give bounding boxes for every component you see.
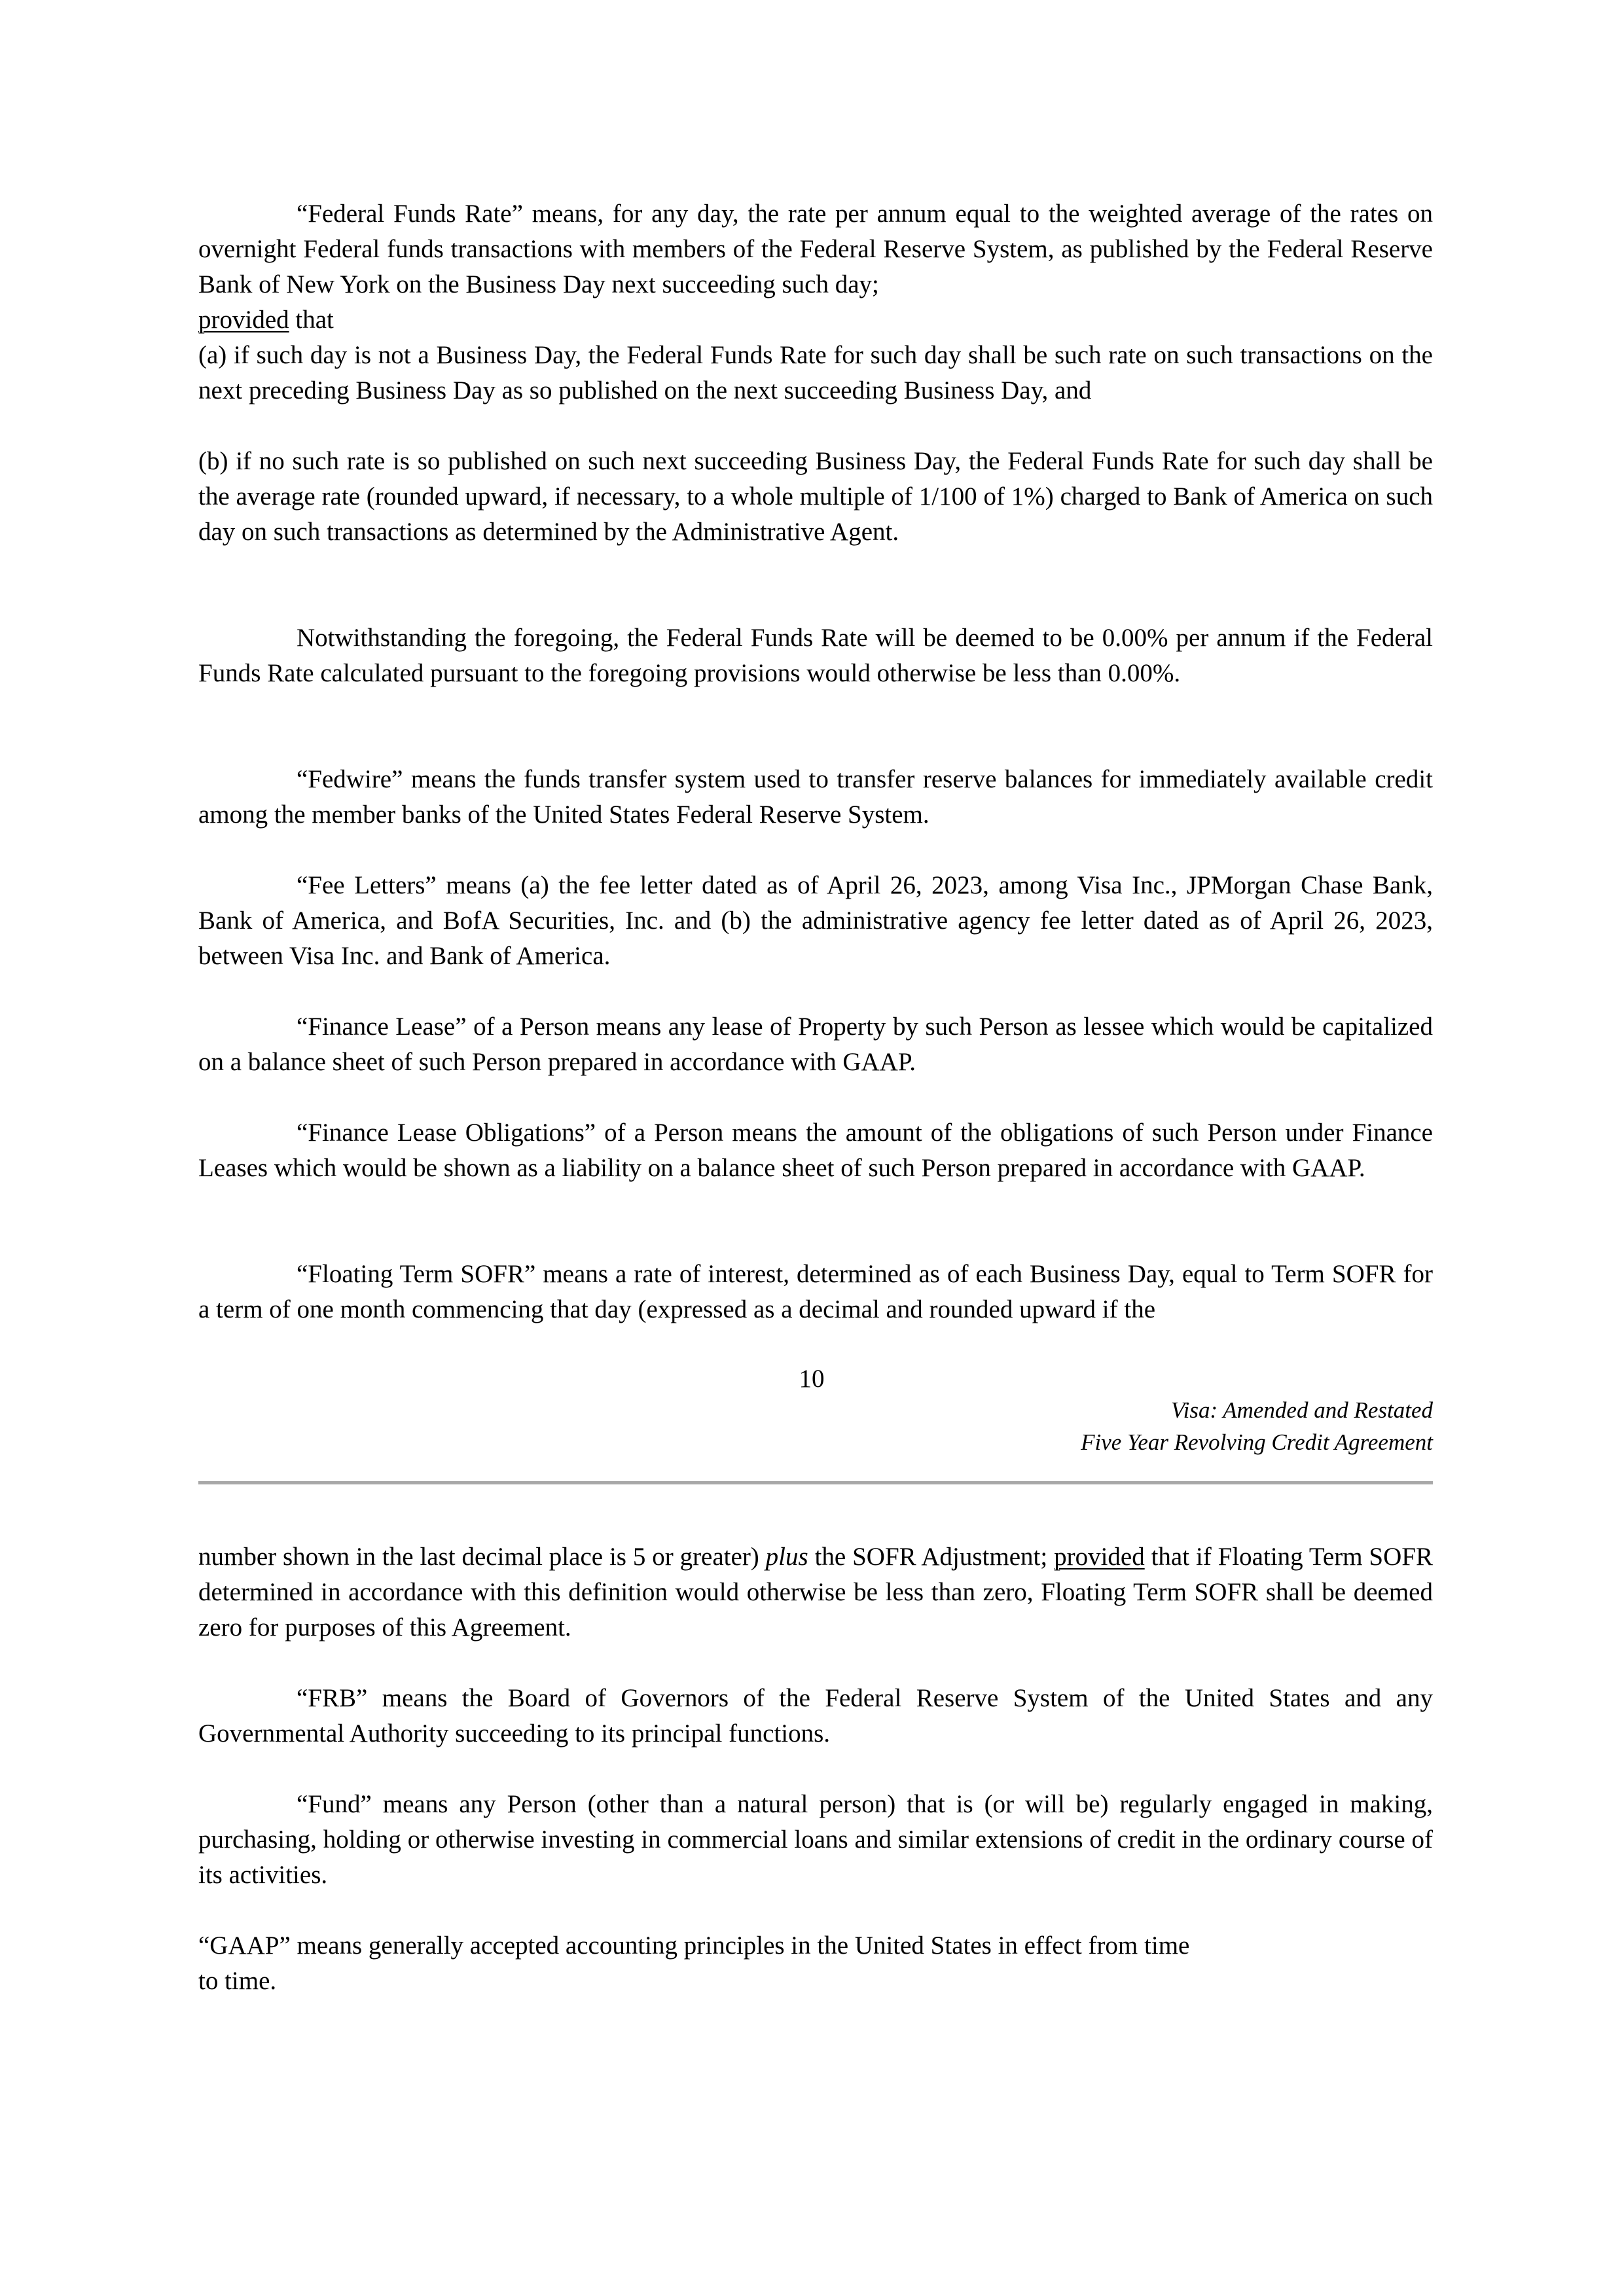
gaap-line-2: to time.: [198, 1967, 277, 1995]
page-number: 10: [799, 1365, 825, 1393]
definition-finance-lease-obligations: “Finance Lease Obligations” of a Person means the amount of the obligations of such Person under Finance Leases which would be shown as a liability on a balance sheet of such Person prepared in accordance with GAAP.: [198, 1119, 1433, 1182]
definition-fund: “Fund” means any Person (other than a natural person) that is (or will be) regularly engaged in making, purchasing, holding or otherwise investing in commercial loans and similar extensions of credit in the ordinary course of its activities.: [198, 1790, 1433, 1889]
footer-line-2: Five Year Revolving Credit Agreement: [1081, 1429, 1433, 1455]
page-footer: [785, 1394, 1433, 1458]
clause-a: (a) if such day is not a Business Day, the Federal Funds Rate for such day shall be such rate on such transactions on the next preceding Business Day as so published on the next succeeding Business Day, and: [198, 341, 1433, 404]
definition-gaap: [198, 1928, 1433, 1999]
definition-finance-lease: “Finance Lease” of a Person means any lease of Property by such Person as lessee which would be capitalized on a balance sheet of such Person prepared in accordance with GAAP.: [198, 1013, 1433, 1076]
clause-b: (b) if no such rate is so published on such next succeeding Business Day, the Federal Funds Rate for such day shall be the average rate (rounded upward, if necessary, to a whole multiple of 1/100 of 1%) charged to Bank of America on such day on such transactions as determined by the Administrative Agent.: [198, 447, 1433, 546]
definition-floating-term-sofr: “Floating Term SOFR” means a rate of interest, determined as of each Business Day, equal to Term SOFR for a term of one month commencing that day (expressed as a decimal and rounded upward if the: [198, 1260, 1433, 1323]
federal-funds-rate-that: that: [295, 306, 334, 334]
paragraph-notwithstanding: Notwithstanding the foregoing, the Federal Funds Rate will be deemed to be 0.00% per annum if the Federal Funds Rate calculated pursuant to the foregoing provisions would otherwise be less than 0.00%.: [198, 624, 1433, 687]
provided-term: provided: [198, 306, 289, 334]
federal-funds-rate-text: “Federal Funds Rate” means, for any day, the rate per annum equal to the weighted average of the rates on overnight Federal funds transactions with members of the Federal Reserve System, as published by the Federal Reserve Bank of New York on the Business Day next succeeding such day;: [198, 200, 1433, 298]
floating-term-sofr-continuation: [198, 1539, 1433, 1645]
gaap-line-1: “GAAP” means generally accepted accounting principles in the United States in effect from time: [198, 1931, 1190, 1960]
continuation-part-1: number shown in the last decimal place is 5 or greater): [198, 1543, 759, 1571]
definition-frb: “FRB” means the Board of Governors of the Federal Reserve System of the United States and any Governmental Authority succeeding to its principal functions.: [198, 1684, 1433, 1748]
definition-federal-funds-rate: [198, 196, 1433, 338]
page-break-divider: [198, 1481, 1433, 1484]
provided-term-2: provided: [1054, 1543, 1145, 1571]
definition-fee-letters: “Fee Letters” means (a) the fee letter dated as of April 26, 2023, among Visa Inc., JPMorgan Chase Bank, Bank of America, and BofA Securities, Inc. and (b) the administrative agency fee letter dated as of April 26, 2023, between Visa Inc. and Bank of America.: [198, 871, 1433, 970]
definition-fedwire: “Fedwire” means the funds transfer system used to transfer reserve balances for immediately available credit among the member banks of the United States Federal Reserve System.: [198, 765, 1433, 829]
continuation-part-3: that if Floating Term SOFR determined in accordance with this definition would otherwise be less than zero, Floating Term SOFR shall be deemed zero for purposes of this Agreement.: [198, 1543, 1433, 1641]
plus-term: plus: [765, 1543, 808, 1571]
continuation-part-2: the SOFR Adjustment;: [814, 1543, 1048, 1571]
footer-line-1: Visa: Amended and Restated: [1170, 1397, 1433, 1423]
